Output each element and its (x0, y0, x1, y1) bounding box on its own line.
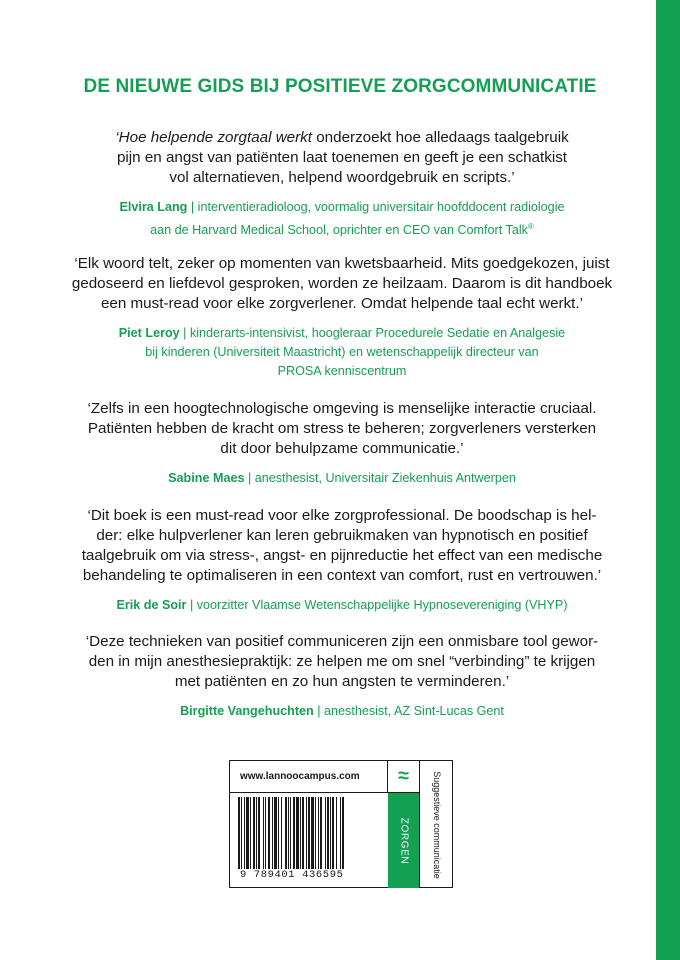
barcode-bar (332, 797, 334, 869)
quote-line: ‘Dit boek is een must-read voor elke zorgprofessional. De boodschap is hel- (87, 507, 597, 524)
quote-line: ‘Deze technieken van positief communiceren zijn een onmisbare tool gewor- (85, 633, 599, 650)
quote-line: vol alternatieven, helpend woordgebruik en scripts.’ (169, 169, 515, 186)
barcode-bar (336, 797, 337, 869)
quote-line: ‘Elk woord telt, zeker op momenten van kwetsbaarheid. Mits goedgekozen, juist (74, 255, 610, 272)
barcode-bar (293, 797, 295, 869)
blurb-quote (40, 254, 644, 314)
author-name: Piet Leroy (118, 326, 180, 340)
headline: DE NIEUWE GIDS BIJ POSITIEVE ZORGCOMMUNICATIE (83, 76, 597, 97)
barcode-bar (285, 797, 287, 869)
blurb-5 (40, 632, 644, 721)
author-name: Elvira Lang (119, 200, 188, 214)
barcode-bar (318, 797, 319, 869)
quote-line: ‘Zelfs in een hoogtechnologische omgeving is menselijke interactie cruciaal. (87, 400, 597, 417)
blurb-credit (40, 596, 644, 615)
credit-line: PROSA kenniscentrum (277, 364, 407, 378)
category-label (388, 793, 420, 888)
barcode-icon (238, 797, 384, 869)
blurb-2 (40, 254, 644, 381)
barcode-bar (238, 797, 240, 869)
quote-line: behandeling te optimaliseren in een context van comfort, rust en vertrouwen.’ (82, 567, 602, 584)
blurb-quote (40, 128, 644, 188)
blurb-4 (40, 506, 644, 615)
author-role: voorzitter Vlaamse Wetenschappelijke Hypnosevereniging (VHYP) (196, 598, 568, 612)
barcode-bar (253, 797, 255, 869)
author-role: interventieradioloog, voormalig universitair hoofddocent radiologie (197, 200, 565, 214)
separator: | (187, 200, 198, 214)
barcode-bar (300, 797, 301, 869)
credit-line (40, 198, 644, 217)
author-role: anesthesist, Universitair Ziekenhuis Antwerpen (254, 471, 516, 485)
credit-line (40, 596, 644, 615)
barcode-bar (330, 797, 331, 869)
publisher-url: www.lannoocampus.com (230, 761, 388, 793)
barcode-bar (263, 797, 264, 869)
barcode-bar (327, 797, 329, 869)
series-label (420, 761, 453, 888)
barcode-bar (325, 797, 326, 869)
barcode-bar (320, 797, 322, 869)
blurb-1 (40, 128, 644, 240)
wave-icon: ≈ (388, 761, 420, 793)
barcode-bar (272, 797, 273, 869)
blurb-credit (40, 198, 644, 240)
barcode-bar (308, 797, 310, 869)
barcode-bar (256, 797, 257, 869)
quote-line: den in mijn anesthesiepraktijk: ze helpen me om snel “verbinding” te krijgen (88, 653, 596, 670)
barcode-bar (278, 797, 279, 869)
barcode-bar (281, 797, 282, 869)
blurb-quote (40, 399, 644, 459)
credit-line (40, 324, 644, 343)
separator: | (186, 598, 197, 612)
barcode-bar (315, 797, 316, 869)
blurb-credit (40, 469, 644, 488)
barcode-bar (288, 797, 289, 869)
blurb-credit (40, 324, 644, 381)
credit-line (40, 702, 644, 721)
quote-line: dit door behulpzame communicatie.’ (220, 440, 464, 457)
quote-line: pijn en angst van patiënten laat toenemen en geeft je een schatkist (116, 149, 568, 166)
barcode-bar (340, 797, 341, 869)
barcode-bar (306, 797, 307, 869)
barcode-bar (296, 797, 299, 869)
credit-line: bij kinderen (Universiteit Maastricht) en wetenschappelijk directeur van (145, 345, 539, 359)
barcode-bar (311, 797, 314, 869)
blurb-3 (40, 399, 644, 488)
barcode-bar (302, 797, 304, 869)
quote-line: der: elke hulpverlener kan leren gebruikmaken van hypnotisch en positief (96, 527, 588, 544)
credit-line (40, 217, 644, 240)
credit-line (40, 469, 644, 488)
spine-bar (656, 0, 680, 960)
author-role: anesthesist, AZ Sint-Lucas Gent (324, 704, 504, 718)
author-name: Sabine Maes (168, 471, 245, 485)
barcode-bar (250, 797, 251, 869)
series-text: Suggestieve communicatie (431, 770, 442, 879)
barcode-box (229, 760, 453, 888)
blurb-quote (40, 632, 644, 692)
barcode-bar (268, 797, 270, 869)
quote-line: een must-read voor elke zorgverlener. Omdat helpende taal echt werkt.’ (100, 295, 584, 312)
barcode-bar (244, 797, 245, 869)
quote-line: taalgebruik om via stress-, angst- en pijnreductie het effect van een medische (81, 547, 603, 564)
barcode-bar (246, 797, 249, 869)
quote-line (40, 128, 644, 148)
category-text: ZORGEN (398, 817, 409, 864)
quote-line: Patiënten hebben de kracht om stress te beheren; zorgverleners versterken (87, 420, 597, 437)
quote-line: gedoseerd en liefdevol gesproken, worden ze heilzaam. Daarom is dit handboek (71, 275, 613, 292)
registered-mark: ® (527, 222, 534, 231)
author-name: Erik de Soir (116, 598, 187, 612)
blurb-quote (40, 506, 644, 586)
author-role: aan de Harvard Medical School, oprichter en CEO van Comfort Talk (150, 223, 528, 237)
separator: | (244, 471, 255, 485)
barcode-bar (274, 797, 277, 869)
separator: | (179, 326, 190, 340)
blurb-credit (40, 702, 644, 721)
barcode-bar (241, 797, 242, 869)
separator: | (313, 704, 325, 718)
book-title: ‘Hoe helpende zorgtaal werkt (115, 129, 312, 146)
barcode-bar (258, 797, 260, 869)
barcode-bar (342, 797, 344, 869)
barcode-bar (265, 797, 266, 869)
author-name: Birgitte Vangehuchten (180, 704, 314, 718)
quote-line-rest: onderzoekt hoe alledaags taalgebruik (316, 129, 569, 146)
author-role: kinderarts-intensivist, hoogleraar Procedurele Sedatie en Analgesie (189, 326, 566, 340)
quote-line: met patiënten en zo hun angsten te verminderen.’ (174, 673, 510, 690)
barcode-bar (290, 797, 291, 869)
isbn-digits: 9 789401 436595 (240, 869, 344, 881)
